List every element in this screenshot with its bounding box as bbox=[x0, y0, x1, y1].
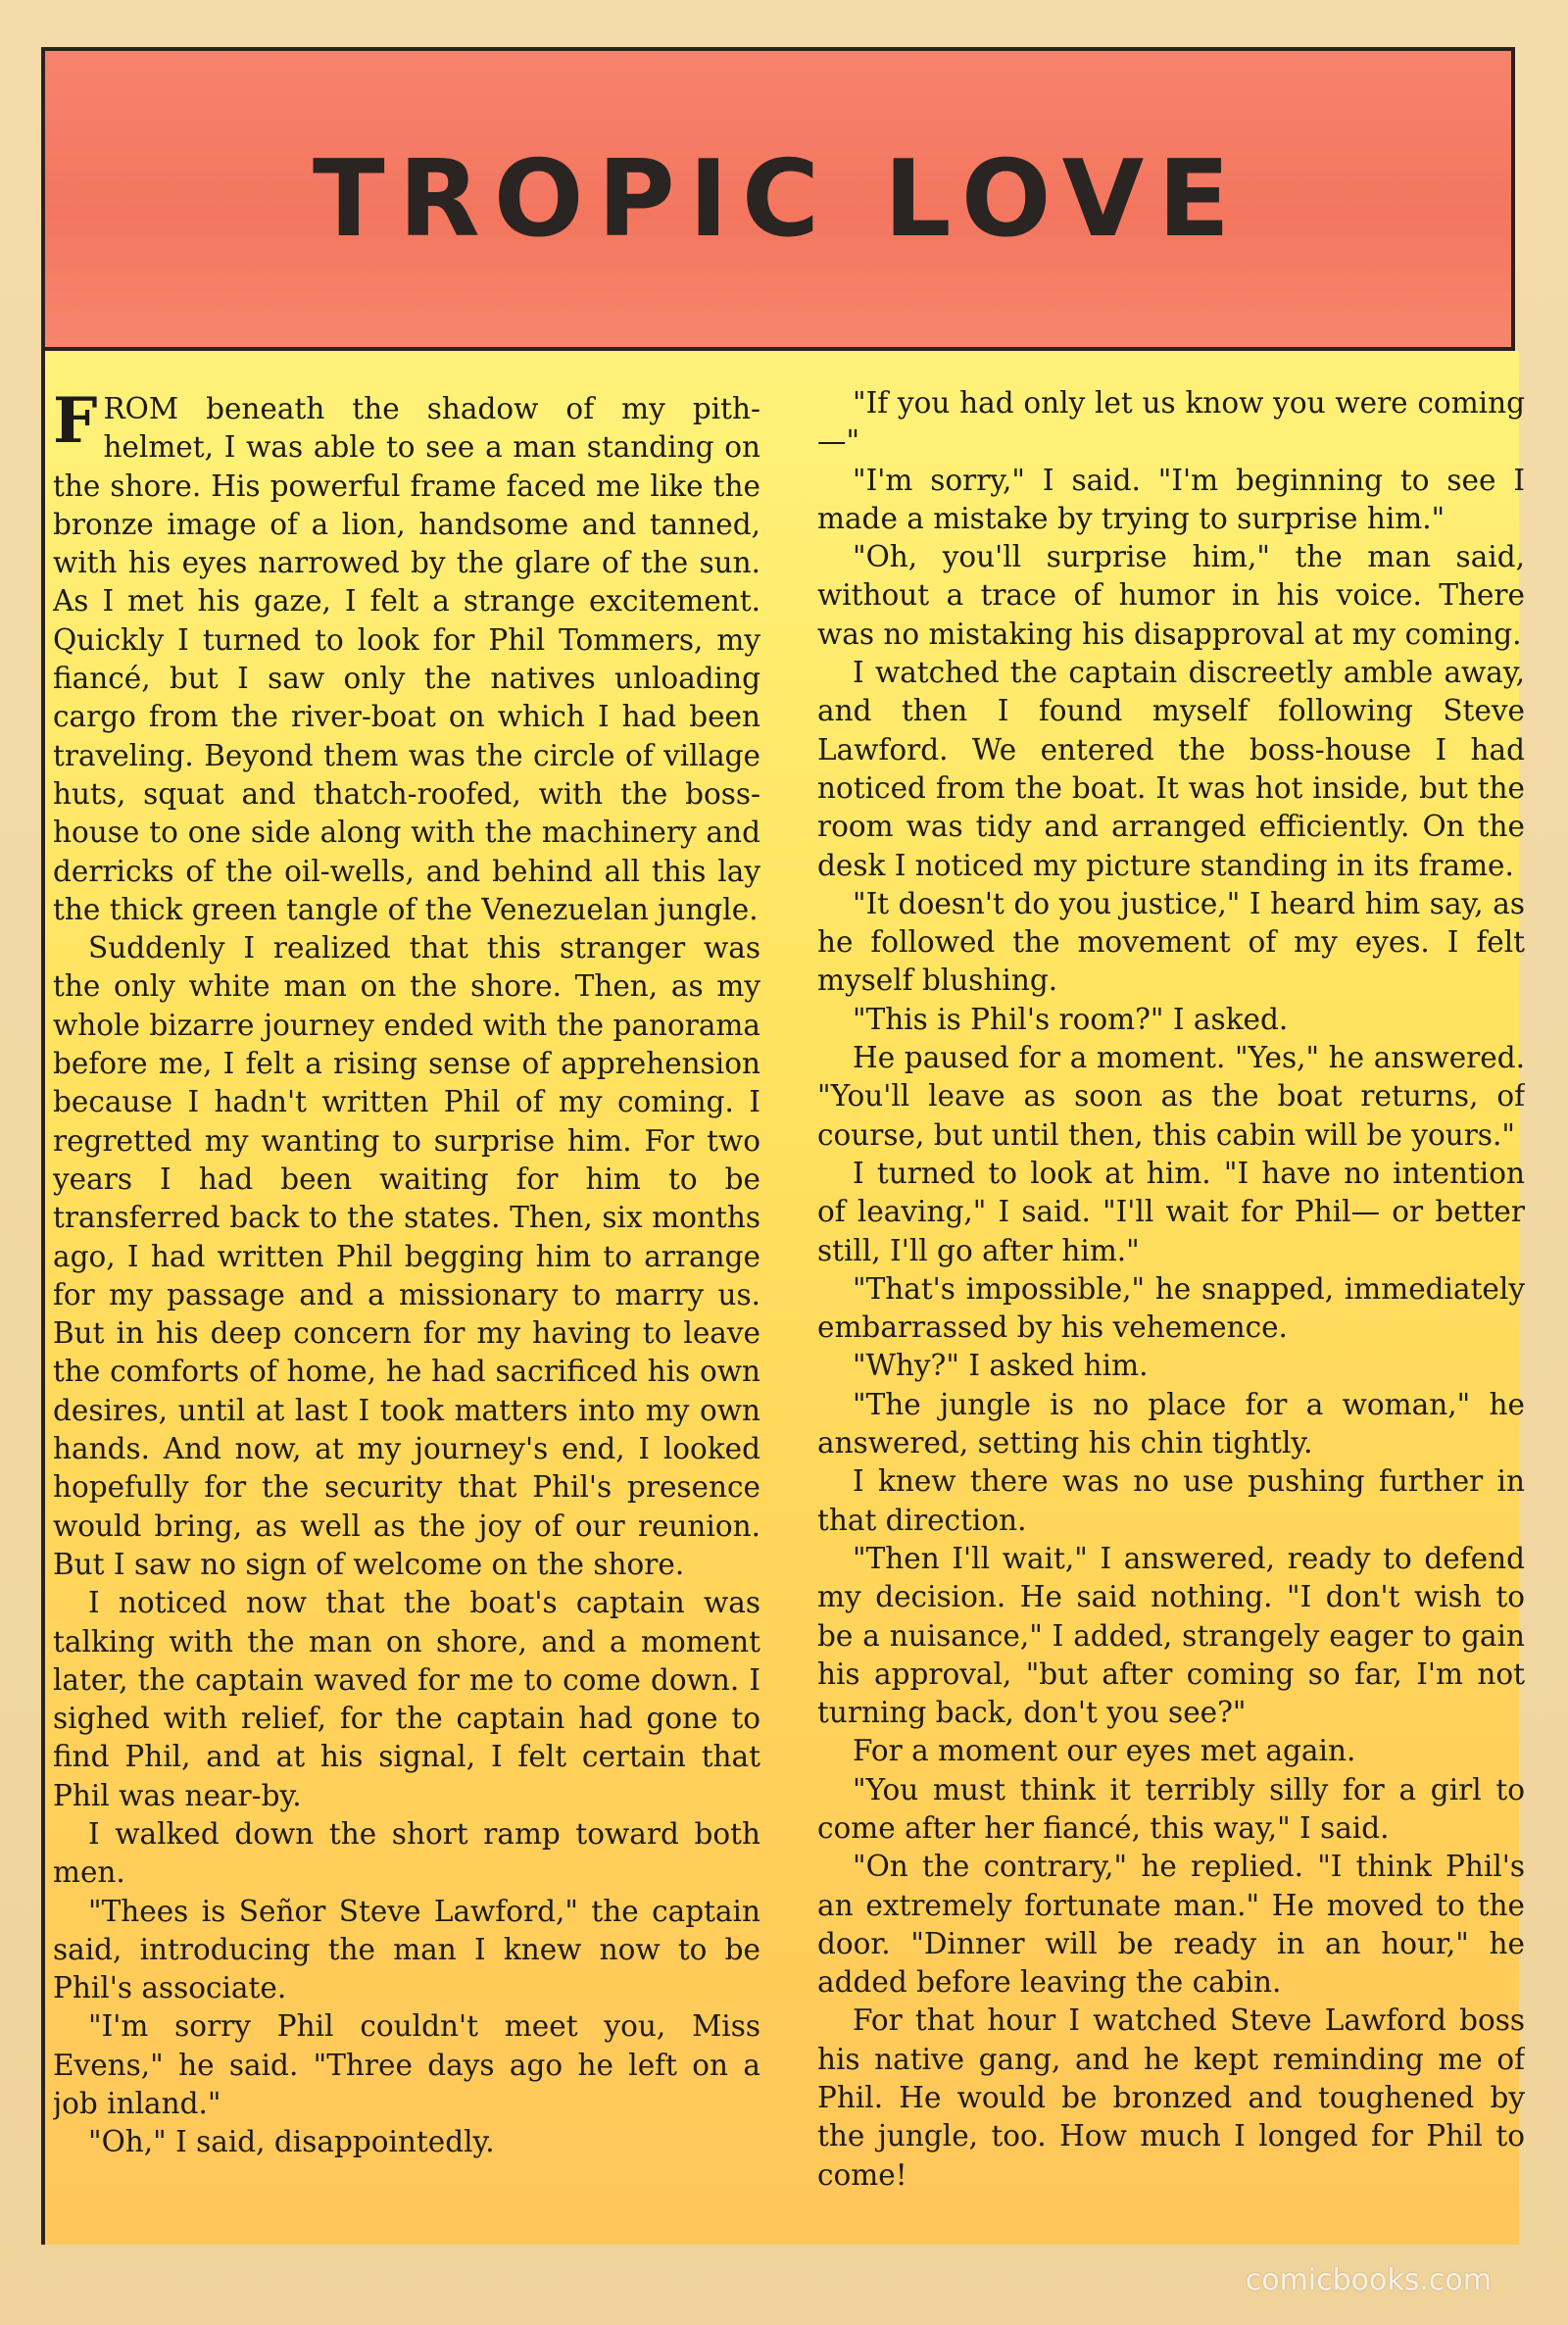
paragraph: I noticed now that the boat's captain was talking with the man on shore, and a moment later, the captain waved for me to come down. I sighed with relief, for the captain had gone to find Phil, and at his signal, I felt certain that Phil was near-by. bbox=[53, 1586, 760, 1812]
paragraph: "Thees is Señor Steve Lawford," the captain said, introducing the man I knew now to be Phil's associate. bbox=[53, 1894, 760, 2005]
paragraph: He paused for a moment. "Yes," he answered. "You'll leave as soon as the boat returns, of course, but until then, this cabin will be yours." bbox=[817, 1041, 1525, 1152]
drop-cap: F bbox=[53, 390, 98, 458]
paragraph: I watched the captain discreetly amble away, and then I found myself following Steve Lawford. We entered the boss-house I had noticed from the boat. It was hot inside, but the room was tidy and arranged efficiently. On the desk I noticed my picture standing in its frame. bbox=[817, 656, 1525, 882]
paragraph: "Oh," I said, disappointedly. bbox=[88, 2125, 495, 2159]
paragraph: "I'm sorry Phil couldn't meet you, Miss Evens," he said. "Three days ago he left on a job inland." bbox=[53, 2009, 760, 2121]
paragraph-text: ROM beneath the shadow of my pith-helmet, I was able to see a man standing on the shore. His powerful frame faced me like the bronze image of a lion, handsome and tanned, with his eyes narrowed by the glare of the sun. As I met his gaze, I felt a strange excitement. Quickly I turned to look for Phil Tommers, my fiancé, but I saw only the natives unloading cargo from the river-boat on which I had been traveling. Beyond them was the circle of village huts, squat and thatch-roofed, with the boss-house to one side along with the machinery and derricks of the oil-wells, and behind all this lay the thick green tangle of the Venezuelan jungle. bbox=[53, 392, 760, 926]
paragraph: "The jungle is no place for a woman," he answered, setting his chin tightly. bbox=[817, 1387, 1525, 1460]
paragraph: "That's impossible," he snapped, immediately embarrassed by his vehemence. bbox=[817, 1271, 1525, 1345]
paragraph: I turned to look at him. "I have no intention of leaving," I said. "I'll wait for Phil— or better still, I'll go after him." bbox=[817, 1156, 1525, 1267]
paragraph: For that hour I watched Steve Lawford boss his native gang, and he kept reminding me of Phil. He would be bronzed and toughened by the jungle, too. How much I longed for Phil to come! bbox=[817, 2003, 1525, 2192]
paragraph: Suddenly I realized that this stranger was the only white man on the shore. Then, as my whole bizarre journey ended with the panorama before me, I felt a rising sense of apprehension because I hadn't written Phil of my coming. I regretted my wanting to surprise him. For two years I had been waiting for him to be transferred back to the states. Then, six months ago, I had written Phil begging him to arrange for my passage and a missionary to marry us. But in his deep concern for my having to leave the comforts of home, he had sacrificed his own desires, until at last I took matters into my own hands. And now, at my journey's end, I looked hopefully for the security that Phil's presence would bring, as well as the joy of our reunion. But I saw no sign of welcome on the shore. bbox=[53, 931, 760, 1581]
paragraph: "Then I'll wait," I answered, ready to defend my decision. He said nothing. "I don't wish to be a nuisance," I added, strangely eager to gain his approval, "but after coming so far, I'm not turning back, don't you see?" bbox=[817, 1541, 1525, 1730]
paragraph: "On the contrary," he replied. "I think Phil's an extremely fortunate man." He moved to the door. "Dinner will be ready in an hour," he added before leaving the cabin. bbox=[817, 1850, 1525, 2000]
right-text-column bbox=[817, 384, 1525, 2227]
paragraph: "I'm sorry," I said. "I'm beginning to see I made a mistake by trying to surprise him." bbox=[817, 463, 1525, 535]
paragraph: "This is Phil's room?" I asked. bbox=[853, 1002, 1289, 1036]
paragraph: For a moment our eyes met again. bbox=[853, 1734, 1356, 1768]
paragraph: "If you had only let us know you were coming—" bbox=[817, 386, 1525, 459]
story-text-panel bbox=[41, 351, 1525, 2245]
paragraph: "Oh, you'll surprise him," the man said, without a trace of humor in his voice. There was no mistaking his disapproval at my coming. bbox=[817, 540, 1525, 651]
watermark-credit: comicbooks.com bbox=[1245, 2263, 1492, 2298]
paragraph: "You must think it terribly silly for a girl to come after her fiancé, this way," I said. bbox=[817, 1772, 1525, 1845]
paragraph bbox=[53, 390, 760, 929]
paragraph: "Why?" I asked him. bbox=[853, 1349, 1149, 1383]
paragraph: I walked down the short ramp toward both men. bbox=[53, 1816, 760, 1890]
paragraph: I knew there was no use pushing further in that direction. bbox=[817, 1464, 1525, 1537]
left-text-column bbox=[53, 390, 760, 2233]
title-banner bbox=[41, 47, 1515, 351]
story-title: TROPIC LOVE bbox=[312, 137, 1245, 261]
paragraph: "It doesn't do you justice," I heard him say, as he followed the movement of my eyes. I felt myself blushing. bbox=[817, 886, 1525, 998]
